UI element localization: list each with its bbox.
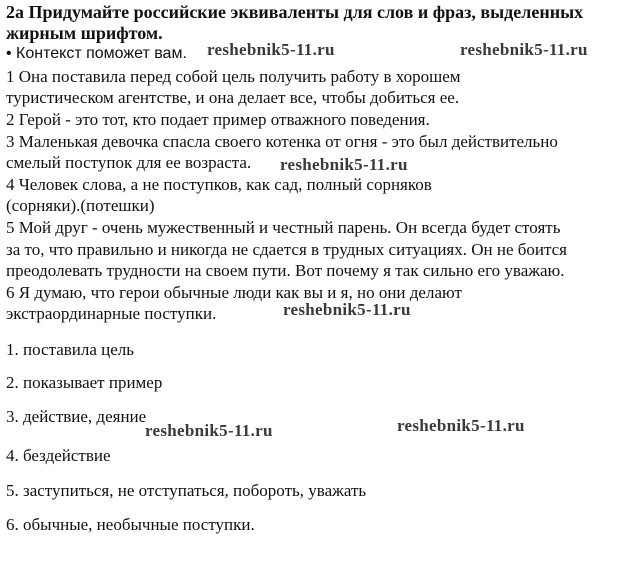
sentence-line: туристическом агентстве, и она делает все, чтобы добиться ее.: [6, 88, 460, 107]
sentence-line: 6 Я думаю, что герои обычные люди как вы и я, но они делают: [6, 283, 462, 302]
exercise-title: 2а Придумайте российские эквиваленты для слов и фраз, выделенных жирным шрифтом.: [6, 2, 584, 43]
sentence-line: 2 Герой - это тот, кто подает пример отважного поведения.: [6, 110, 430, 129]
watermark: reshebnik5-11.ru: [397, 416, 525, 435]
sentence-line: экстраординарные поступки.: [6, 304, 217, 323]
sentence-line: 5 Мой друг - очень мужественный и честный парень. Он всегда будет стоять: [6, 218, 561, 237]
watermark: reshebnik5-11.ru: [283, 300, 411, 319]
watermark: reshebnik5-11.ru: [145, 421, 273, 440]
answer-line: 1. поставила цель: [6, 340, 135, 359]
hint-text: • Контекст поможет вам.: [6, 45, 187, 62]
sentence-line: 4 Человек слова, а не поступков, как сад, полный сорняков: [6, 175, 432, 194]
watermark: reshebnik5-11.ru: [460, 40, 588, 59]
answer-line: 2. показывает пример: [6, 373, 163, 392]
sentence-line: 1 Она поставила перед собой цель получить работу в хорошем: [6, 67, 461, 86]
answer-line: 5. заступиться, не отступаться, побороть, уважать: [6, 481, 367, 500]
sentence-line: преодолевать трудности на своем пути. Вот почему я так сильно его уважаю.: [6, 261, 565, 280]
watermark: reshebnik5-11.ru: [280, 155, 408, 174]
sentence-line: смелый поступок для ее возраста.: [6, 153, 252, 172]
answer-line: 4. бездействие: [6, 446, 111, 465]
answer-line: 6. обычные, необычные поступки.: [6, 515, 255, 534]
sentence-line: за то, что правильно и никогда не сдается в трудных ситуациях. Он не боится: [6, 240, 567, 259]
answer-line: 3. действие, деяние: [6, 407, 147, 426]
watermark: reshebnik5-11.ru: [207, 40, 335, 59]
sentence-line: (сорняки).(потешки): [6, 196, 155, 215]
sentence-line: 3 Маленькая девочка спасла своего котенка от огня - это был действительно: [6, 132, 558, 151]
